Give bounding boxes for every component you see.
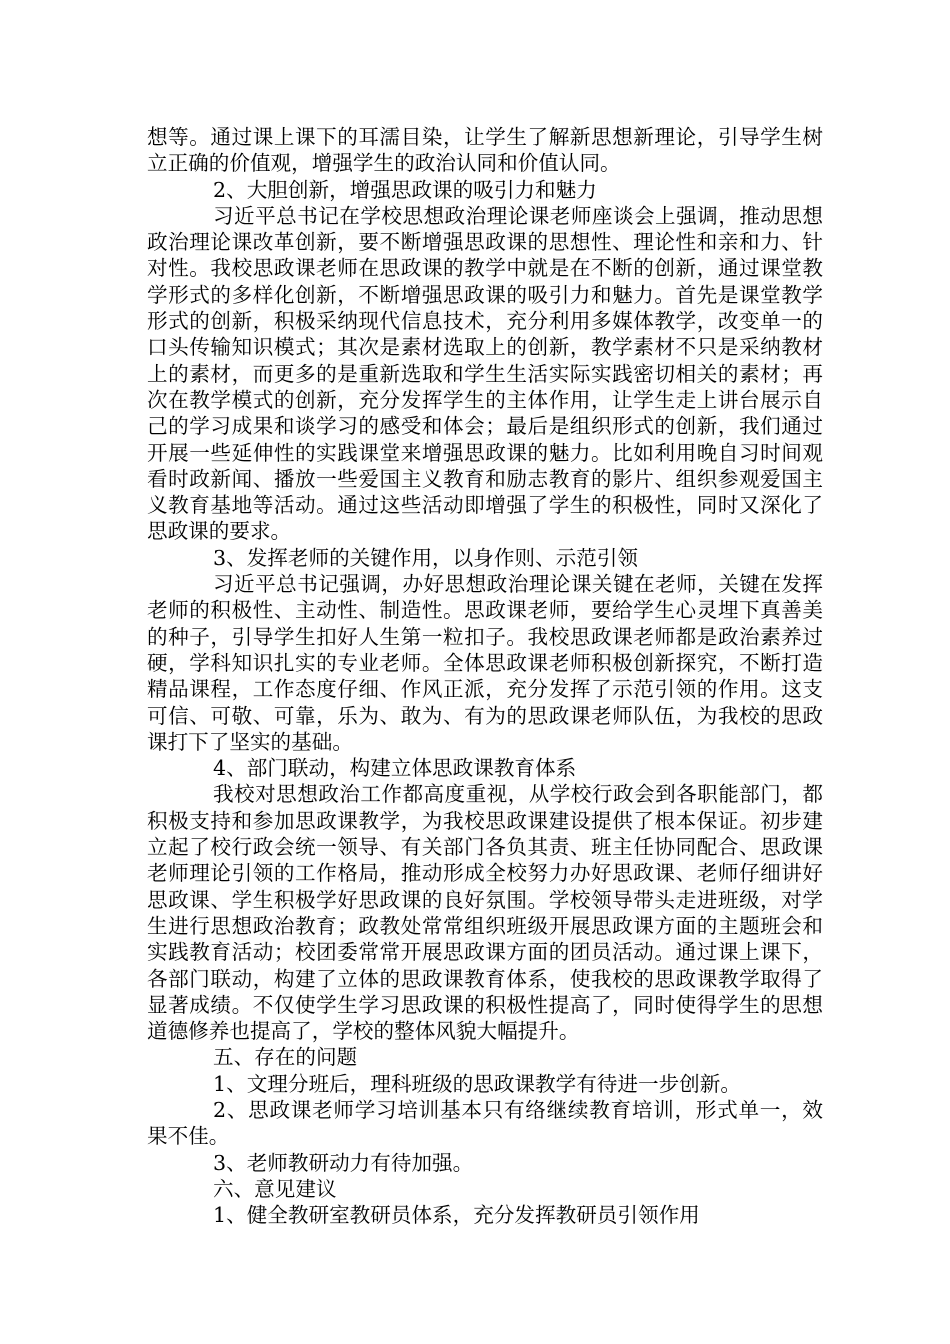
section-heading-teachers: 3、发挥老师的关键作用，以身作则、示范引领	[213, 545, 638, 570]
section-heading-innovation: 2、大胆创新，增强思政课的吸引力和魅力	[213, 177, 597, 202]
problem-item-2: 2、思政课老师学习培训基本只有络继续教育培训，形式单一，效果不佳。	[147, 1097, 823, 1149]
problem-item-3: 3、老师教研动力有待加强。	[213, 1150, 474, 1175]
paragraph-continuation: 想等。通过课上课下的耳濡目染，让学生了解新思想新理论，引导学生树立正确的价值观，增强学生的政治认同和价值认同。	[147, 125, 823, 176]
section-heading-departments: 4、部门联动，构建立体思政课教育体系	[213, 756, 577, 781]
paragraph-innovation: 习近平总书记在学校思想政治理论课老师座谈会上强调，推动思想政治理论课改革创新，要不断增强思政课的思想性、理论性和亲和力、针对性。我校思政课老师在思政课的教学中就是在不断的创新，通过课堂教学形式的多样化创新，不断增强思政课的吸引力和魅力。首先是课堂教学形式的创新，积极采纳现代信息技术，充分利用多媒体教学，改变单一的口头传输知识模式；其次是素材选取上的创新，教学素材不只是采纳教材上的素材，而更多的是重新选取和学生生活实际实践密切相关的素材；再次在教学模式的创新，充分发挥学生的主体作用，让学生走上讲台展示自己的学习成果和谈学习的感受和体会；最后是组织形式的创新，我们通过开展一些延伸性的实践课堂来增强思政课的魅力。比如利用晚自习时间观看时政新闻、播放一些爱国主义教育和励志教育的影片、组织参观爱国主义教育基地等活动。通过这些活动即增强了学生的积极性，同时又深化了思政课的要求。	[147, 203, 823, 544]
suggestion-item-1: 1、健全教研室教研员体系，充分发挥教研员引领作用	[213, 1203, 700, 1228]
problem-item-1: 1、文理分班后，理科班级的思政课教学有待进一步创新。	[213, 1071, 741, 1096]
paragraph-departments: 我校对思想政治工作都高度重视，从学校行政会到各职能部门，都积极支持和参加思政课教学，为我校思政课建设提供了根本保证。初步建立起了校行政会统一领导、有关部门各负其责、班主任协同配合、思政课老师理论引领的工作格局，推动形成全校努力办好思政课、老师仔细讲好思政课、学生积极学好思政课的良好氛围。学校领导带头走进班级，对学生进行思想政治教育；政教处常常组织班级开展思政课方面的主题班会和实践教育活动；校团委常常开展思政课方面的团员活动。通过课上课下，各部门联动，构建了立体的思政课教育体系，使我校的思政课教学取得了显著成绩。不仅使学生学习思政课的积极性提高了，同时使得学生的思想道德修养也提高了，学校的整体风貌大幅提升。	[147, 782, 823, 1044]
section-heading-problems: 五、存在的问题	[213, 1045, 358, 1070]
section-heading-suggestions: 六、意见建议	[213, 1176, 337, 1201]
document-body	[147, 124, 823, 1228]
paragraph-teachers: 习近平总书记强调，办好思想政治理论课关键在老师，关键在发挥老师的积极性、主动性、制造性。思政课老师，要给学生心灵埋下真善美的种子，引导学生扣好人生第一粒扣子。我校思政课老师都是政治素养过硬，学科知识扎实的专业老师。全体思政课老师积极创新探究，不断打造精品课程，工作态度仔细、作风正派，充分发挥了示范引领的作用。这支可信、可敬、可靠，乐为、敢为、有为的思政课老师队伍，为我校的思政课打下了坚实的基础。	[147, 572, 823, 754]
